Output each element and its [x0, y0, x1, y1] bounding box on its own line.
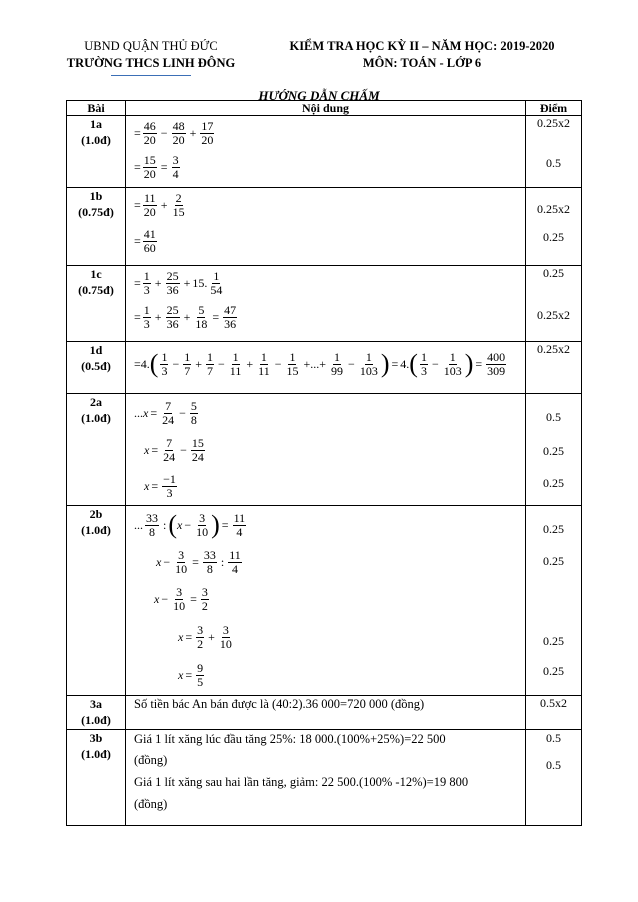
fraction — [190, 400, 198, 427]
numerator: 3 — [222, 622, 229, 637]
denominator: 8 — [206, 561, 213, 576]
math-line — [134, 150, 525, 184]
denominator: 2 — [197, 636, 204, 651]
eq-sign: = — [134, 197, 141, 212]
op: + — [189, 125, 197, 140]
op: − — [180, 442, 187, 457]
score: 0.25x2 — [537, 202, 570, 216]
problem-points: (0.75đ) — [78, 283, 114, 297]
denominator: 4 — [172, 166, 179, 181]
var-x: x — [156, 554, 162, 569]
col-header-diem: Điểm — [526, 101, 582, 116]
row-score — [526, 506, 582, 696]
op: + — [183, 275, 191, 290]
numerator: 1 — [232, 349, 239, 364]
fraction — [196, 662, 204, 689]
fraction — [195, 512, 209, 539]
exam-title: KIỂM TRA HỌC KỲ II – NĂM HỌC: 2019-2020 — [289, 39, 555, 53]
eq-sign: = — [160, 159, 168, 174]
fraction — [196, 624, 204, 651]
numerator: 7 — [166, 435, 173, 450]
fraction — [172, 154, 180, 181]
dots: ... — [134, 517, 143, 532]
numerator: 3 — [199, 510, 206, 525]
fraction — [443, 351, 463, 378]
table-row — [67, 188, 582, 266]
fraction — [162, 473, 177, 500]
score: 0.25 — [543, 230, 564, 244]
problem-id: 1d — [89, 343, 103, 357]
denominator: 20 — [143, 132, 156, 147]
paren-close: ) — [211, 510, 220, 539]
eq-sign: = — [134, 159, 141, 174]
eq-sign: = — [134, 356, 141, 371]
numerator: 25 — [166, 302, 179, 317]
math-line — [134, 432, 525, 468]
score: 0.25x2 — [537, 308, 570, 322]
row-label — [67, 342, 126, 394]
denominator: 103 — [443, 363, 462, 378]
row-content — [126, 266, 526, 342]
numerator: 400 — [487, 349, 506, 364]
score: 0.25 — [543, 664, 564, 678]
school-name: TRƯỜNG THCS LINH ĐÔNG — [66, 56, 236, 70]
denominator: 99 — [331, 363, 344, 378]
denominator: 10 — [196, 524, 209, 539]
answer-text: (đồng) — [134, 797, 168, 811]
row-label — [67, 188, 126, 266]
header-right — [262, 38, 582, 72]
fraction — [194, 304, 208, 331]
op: − — [274, 356, 282, 371]
numerator: 1 — [420, 349, 427, 364]
table-row — [67, 116, 582, 188]
row-score — [526, 394, 582, 506]
fraction — [143, 120, 157, 147]
answer-text: (đồng) — [134, 753, 168, 767]
op: − — [179, 405, 186, 420]
row-score — [526, 730, 582, 826]
op: + — [246, 356, 254, 371]
numerator: 17 — [201, 118, 214, 133]
math-line — [134, 394, 525, 432]
grading-table — [66, 100, 582, 826]
denominator: 20 — [201, 132, 214, 147]
row-content — [126, 188, 526, 266]
numerator: 1 — [161, 349, 168, 364]
var-x: x — [144, 442, 150, 457]
fraction — [219, 624, 233, 651]
row-label — [67, 266, 126, 342]
answer-text: Số tiền bác An bán được là (40:2).36 000=720 000 (đồng) — [134, 697, 425, 711]
op: : — [163, 517, 167, 532]
dots: ... — [134, 405, 143, 420]
denominator: 309 — [487, 363, 506, 378]
numerator: 7 — [165, 398, 172, 413]
numerator: 1 — [143, 268, 150, 283]
coef: 4. — [400, 356, 410, 371]
numerator: 1 — [143, 302, 150, 317]
numerator: 41 — [143, 226, 156, 241]
fraction — [201, 586, 209, 613]
eq-sign: = — [192, 554, 199, 569]
denominator: 4 — [236, 524, 243, 539]
row-content — [126, 116, 526, 188]
score: 0.25 — [543, 634, 564, 648]
row-content — [126, 394, 526, 506]
eq-sign: = — [134, 233, 141, 248]
problem-points: (1.0đ) — [81, 747, 111, 761]
fraction — [486, 351, 506, 378]
fraction — [162, 437, 176, 464]
paren-close: ) — [464, 349, 474, 378]
op: − — [431, 356, 439, 371]
denominator: 8 — [149, 524, 155, 539]
col-header-bai: Bài — [67, 101, 126, 116]
problem-id: 2a — [90, 395, 102, 409]
eq-sign: = — [134, 275, 141, 290]
page-title: HƯỚNG DẪN CHẤM — [258, 88, 380, 103]
fraction — [183, 351, 191, 378]
problem-points: (1.0đ) — [81, 713, 111, 727]
numerator: 15 — [191, 435, 204, 450]
score: 0.25 — [543, 554, 564, 568]
row-score — [526, 696, 582, 730]
op: + — [208, 629, 215, 644]
denominator: 11 — [229, 363, 242, 378]
numerator: 1 — [207, 349, 214, 364]
row-content — [126, 696, 526, 730]
score: 0.5 — [546, 731, 561, 745]
header-left — [56, 38, 246, 76]
fraction — [285, 351, 299, 378]
numerator: 5 — [190, 398, 197, 413]
score: 0.25 — [543, 266, 564, 280]
math-line — [134, 618, 525, 656]
op: + — [195, 356, 203, 371]
problem-id: 1a — [90, 117, 102, 131]
fraction — [257, 351, 271, 378]
problem-points: (1.0đ) — [81, 411, 111, 425]
fraction — [143, 270, 151, 297]
denominator: 4 — [232, 561, 239, 576]
numerator: 11 — [233, 510, 246, 525]
table-row — [67, 506, 582, 696]
table-row — [67, 730, 582, 826]
op: − — [184, 517, 192, 532]
numerator: 5 — [198, 302, 205, 317]
eq-sign: = — [150, 405, 158, 420]
score: 0.5x2 — [540, 696, 567, 710]
fraction — [420, 351, 428, 378]
table-row — [67, 266, 582, 342]
denominator: 18 — [195, 316, 208, 331]
denominator: 7 — [184, 363, 191, 378]
fraction — [229, 351, 243, 378]
numerator: 47 — [224, 302, 237, 317]
op: + — [183, 309, 191, 324]
denominator: 3 — [420, 363, 427, 378]
numerator: 1 — [213, 268, 220, 283]
score: 0.25x2 — [537, 116, 570, 130]
fraction — [330, 351, 344, 378]
denominator: 2 — [201, 598, 208, 613]
math-line — [134, 506, 525, 544]
fraction — [161, 400, 175, 427]
math-line — [134, 300, 525, 334]
eq-sign: = — [134, 125, 141, 140]
fraction — [233, 512, 247, 539]
fraction — [160, 351, 168, 378]
op: +...+ — [303, 356, 327, 371]
op: − — [161, 591, 169, 606]
numerator: 1 — [289, 349, 296, 364]
denominator: 15 — [172, 204, 185, 219]
score: 0.25 — [543, 522, 564, 536]
fraction — [172, 120, 186, 147]
problem-points: (1.0đ) — [81, 523, 111, 537]
row-label — [67, 506, 126, 696]
table-header-row — [67, 101, 582, 116]
op: − — [163, 554, 171, 569]
eq-sign: = — [190, 591, 197, 606]
denominator: 24 — [162, 412, 175, 427]
op: − — [348, 356, 355, 371]
denominator: 15 — [286, 363, 299, 378]
fraction — [172, 192, 186, 219]
op: − — [218, 356, 225, 371]
math-line — [134, 116, 525, 150]
coef: 4. — [140, 356, 150, 371]
numerator: 33 — [203, 547, 216, 562]
denominator: 10 — [219, 636, 232, 651]
denominator: 24 — [163, 449, 176, 464]
row-label — [67, 696, 126, 730]
denominator: 7 — [207, 363, 214, 378]
answer-text: Giá 1 lít xăng sau hai lần tăng, giảm: 22 500.(100% -12%)=19 800 — [134, 775, 469, 789]
problem-id: 3b — [89, 731, 103, 745]
fraction — [223, 304, 237, 331]
fraction — [206, 351, 214, 378]
problem-points: (1.0đ) — [81, 133, 111, 147]
denominator: 3 — [143, 316, 150, 331]
fraction — [166, 304, 180, 331]
numerator: 48 — [172, 118, 185, 133]
row-score — [526, 266, 582, 342]
fraction — [228, 549, 242, 576]
numerator: 1 — [334, 349, 341, 364]
table-row — [67, 696, 582, 730]
numerator: 46 — [143, 118, 156, 133]
op: : — [220, 554, 225, 569]
denominator: 10 — [173, 598, 186, 613]
eq-sign: = — [212, 309, 220, 324]
math-line — [134, 266, 525, 300]
header-underline — [111, 75, 191, 76]
var-x: x — [154, 591, 160, 606]
var-x: x — [178, 629, 184, 644]
fraction — [172, 586, 186, 613]
denominator: 20 — [143, 166, 156, 181]
denominator: 10 — [175, 561, 188, 576]
numerator: 11 — [144, 190, 156, 205]
col-header-noi-dung: Nội dung — [126, 101, 526, 116]
denominator: 20 — [172, 132, 185, 147]
problem-id: 1c — [90, 267, 102, 281]
numerator: 3 — [178, 547, 185, 562]
fraction — [143, 154, 157, 181]
paren-open: ( — [409, 349, 418, 378]
fraction — [209, 270, 223, 297]
eq-sign: = — [391, 356, 399, 371]
fraction — [200, 120, 214, 147]
numerator: 15 — [143, 152, 156, 167]
eq-sign: = — [185, 667, 193, 682]
numerator: 2 — [175, 190, 182, 205]
denominator: 11 — [258, 363, 270, 378]
denominator: 54 — [210, 282, 223, 297]
denominator: 5 — [197, 674, 204, 689]
score: 0.25x2 — [537, 342, 570, 356]
math-line — [134, 342, 525, 386]
problem-points: (0.75đ) — [78, 205, 114, 219]
fraction — [203, 549, 217, 576]
problem-id: 3a — [90, 697, 102, 711]
denominator: 3 — [143, 282, 150, 297]
var-x: x — [144, 478, 150, 493]
row-content — [126, 342, 526, 394]
denominator: 20 — [143, 204, 156, 219]
eq-sign: = — [151, 478, 159, 493]
row-label — [67, 116, 126, 188]
numerator: 1 — [365, 349, 372, 364]
row-label — [67, 730, 126, 826]
numerator: 3 — [176, 584, 183, 599]
math-line — [134, 656, 525, 694]
fraction — [191, 437, 205, 464]
math-line — [134, 222, 525, 260]
paren-open: ( — [149, 349, 159, 378]
op: + — [154, 309, 162, 324]
table-row — [67, 394, 582, 506]
numerator: 1 — [260, 349, 267, 364]
fraction — [143, 192, 157, 219]
eq-sign: = — [134, 309, 141, 324]
score: 0.5 — [546, 758, 561, 772]
math-line — [134, 468, 525, 504]
numerator: 3 — [201, 584, 208, 599]
score: 0.5 — [546, 410, 561, 424]
fraction — [145, 512, 159, 539]
numerator: 3 — [172, 152, 179, 167]
score: 0.25 — [543, 476, 564, 490]
op: + — [154, 275, 162, 290]
score: 0.25 — [543, 444, 564, 458]
fraction — [166, 270, 180, 297]
table-row — [67, 342, 582, 394]
denominator: 36 — [166, 282, 179, 297]
denominator: 103 — [359, 363, 378, 378]
math-line — [134, 188, 525, 222]
paren-open: ( — [168, 510, 178, 539]
math-line — [134, 544, 525, 580]
numerator: 3 — [197, 622, 204, 637]
numerator: 25 — [166, 268, 179, 283]
fraction — [174, 549, 188, 576]
row-content — [126, 730, 526, 826]
coef: 15. — [192, 275, 208, 290]
score: 0.5 — [546, 156, 561, 170]
numerator: 33 — [146, 510, 158, 525]
var-x: x — [178, 667, 184, 682]
fraction — [143, 228, 157, 255]
op: − — [160, 125, 168, 140]
district-name: UBND QUẬN THỦ ĐỨC — [84, 39, 218, 53]
problem-points: (0.5đ) — [81, 359, 111, 373]
eq-sign: = — [185, 629, 193, 644]
math-line — [134, 580, 525, 618]
problem-id: 1b — [89, 189, 103, 203]
denominator: 24 — [191, 449, 204, 464]
denominator: 60 — [143, 240, 156, 255]
eq-sign: = — [151, 442, 159, 457]
row-content — [126, 506, 526, 696]
denominator: 8 — [190, 412, 197, 427]
op: − — [172, 356, 180, 371]
eq-sign: = — [221, 517, 229, 532]
numerator: 11 — [229, 547, 241, 562]
numerator: 9 — [197, 660, 204, 675]
denominator: 36 — [224, 316, 237, 331]
answer-text: Giá 1 lít xăng lúc đầu tăng 25%: 18 000.(100%+25%)=22 500 — [134, 732, 446, 746]
numerator: 1 — [449, 349, 456, 364]
paren-close: ) — [380, 349, 390, 378]
row-score — [526, 188, 582, 266]
problem-id: 2b — [89, 507, 103, 521]
fraction — [359, 351, 379, 378]
denominator: 36 — [166, 316, 179, 331]
numerator: −1 — [163, 471, 176, 486]
denominator: 3 — [161, 363, 168, 378]
subject-line: MÔN: TOÁN - LỚP 6 — [362, 56, 482, 70]
numerator: 1 — [184, 349, 191, 364]
row-score — [526, 342, 582, 394]
row-score — [526, 116, 582, 188]
eq-sign: = — [475, 356, 483, 371]
fraction — [143, 304, 151, 331]
var-x: x — [177, 517, 183, 532]
op: + — [160, 197, 168, 212]
denominator: 3 — [166, 485, 173, 500]
var-x: x — [143, 405, 149, 420]
row-label — [67, 394, 126, 506]
